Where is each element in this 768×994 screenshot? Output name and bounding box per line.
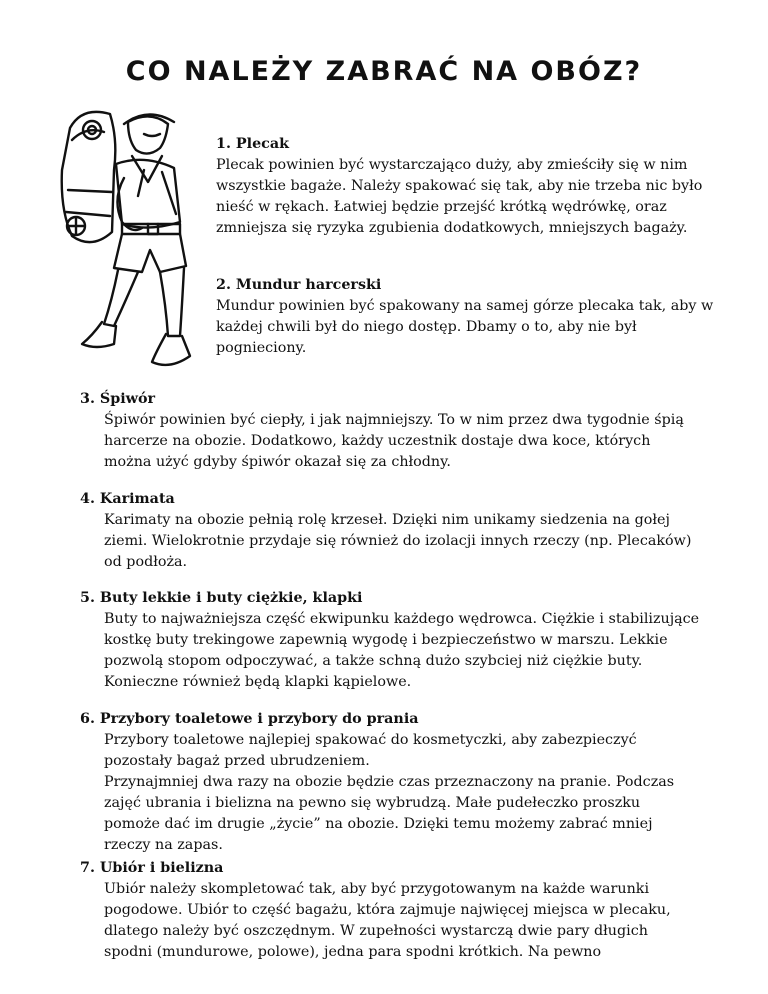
section-text: Ubiór należy skompletować tak, aby być przygotowanym na każde warunki pogodowe. Ubiór to część bagażu, która zajmuje najwięcej miejsca w plecaku, dlatego należy być oszczędnym. W zupełności wystarczą dwie pary długich spodni (mundurowe, polowe), jedna para spodni krótkich. Na pewno (104, 881, 671, 960)
section-mundur (216, 275, 716, 359)
section-heading: 4. Karimata (80, 491, 175, 507)
scout-hiker-illustration (52, 100, 202, 380)
section-heading: 6. Przybory toaletowe i przybory do prania (80, 711, 419, 727)
section-text: Plecak powinien być wystarczająco duży, aby zmieściły się w nim wszystkie bagaże. Należy spakować się tak, aby nie trzeba nic było nieść w rękach. Łatwiej będzie przejść krótką wędrówkę, oraz zmniejsza się ryzyka zgubienia dodatkowych, mniejszych bagaży. (216, 157, 703, 236)
section-heading: 5. Buty lekkie i buty ciężkie, klapki (80, 590, 363, 606)
section-heading: 3. Śpiwór (80, 391, 156, 407)
section-text-2: Przynajmniej dwa razy na obozie będzie czas przeznaczony na pranie. Podczas zajęć ubrania i bielizna na pewno się wybrudzą. Małe pudełeczko proszku pomoże dać im drugie „życie” na obozie. Dzięki temu możemy zabrać mniej rzeczy na zapas. (104, 774, 675, 853)
section-heading: 7. Ubiór i bielizna (80, 860, 224, 876)
section-text: Przybory toaletowe najlepiej spakować do kosmetyczki, aby zabezpieczyć pozostały bagaż przed ubrudzeniem. (104, 732, 637, 769)
section-text: Karimaty na obozie pełnią rolę krzeseł. Dzięki nim unikamy siedzenia na gołej ziemi. Wielokrotnie przydaje się również do izolacji innych rzeczy (np. Plecaków) od podłoża. (104, 512, 692, 570)
section-karimata (80, 489, 700, 573)
section-plecak (216, 134, 716, 239)
section-spiwor (80, 389, 700, 473)
section-heading: 2. Mundur harcerski (216, 277, 382, 293)
section-text: Śpiwór powinien być ciepły, i jak najmniejszy. To w nim przez dwa tygodnie śpią harcerze na obozie. Dodatkowo, każdy uczestnik dostaje dwa koce, których można użyć gdyby śpiwór okazał się za chłodny. (104, 412, 684, 470)
page-title: CO NALEŻY ZABRAĆ NA OBÓZ? (125, 56, 643, 87)
section-buty (80, 588, 700, 693)
section-ubior (80, 858, 700, 963)
section-heading: 1. Plecak (216, 136, 290, 152)
section-text: Buty to najważniejsza część ekwipunku każdego wędrowca. Ciężkie i stabilizujące kostkę buty trekingowe zapewnią wygodę i bezpieczeństwo w marszu. Lekkie pozwolą stopom odpoczywać, a także schną dużo szybciej niż ciężkie buty. Konieczne również będą klapki kąpielowe. (104, 611, 700, 690)
section-przybory (80, 709, 700, 856)
section-text: Mundur powinien być spakowany na samej górze plecaka tak, aby w każdej chwili był do niego dostęp. Dbamy o to, aby nie był pognieciony. (216, 298, 714, 356)
